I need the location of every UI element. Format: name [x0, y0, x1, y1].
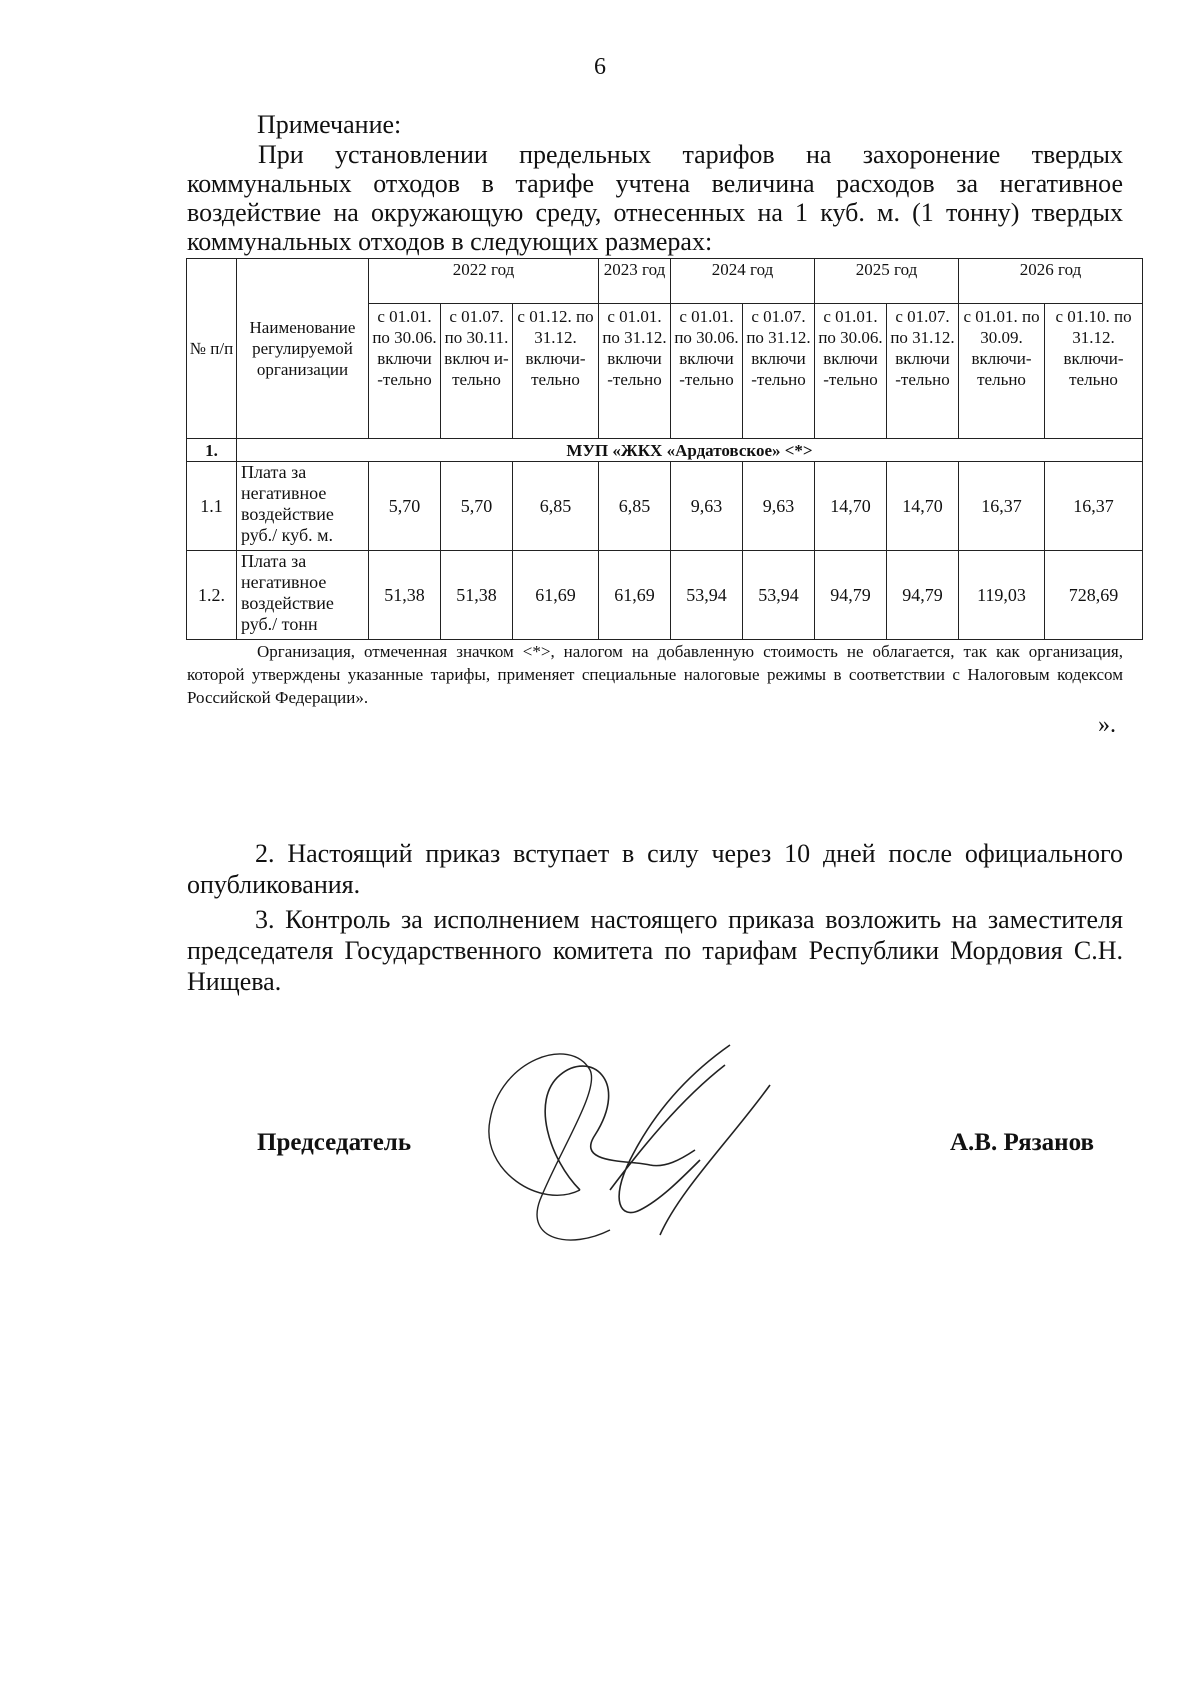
table-cell: 53,94 — [743, 551, 815, 640]
period-header: с 01.01. по 30.06. включи -тельно — [815, 304, 887, 439]
table-cell: 5,70 — [441, 462, 513, 551]
organization-number: 1. — [187, 439, 237, 462]
signatory-name: А.В. Рязанов — [950, 1129, 1094, 1156]
table-cell: 16,37 — [1045, 462, 1143, 551]
period-header: с 01.10. по 31.12. включи-тельно — [1045, 304, 1143, 439]
handwritten-signature — [480, 1040, 840, 1270]
year-header: 2026 год — [959, 259, 1143, 304]
tariff-table — [186, 258, 1143, 640]
column-header-organization: Наименование регулируемой организации — [237, 259, 369, 439]
clause-2: 2. Настоящий приказ вступает в силу через 10 дней после официального опубликования. — [187, 839, 1123, 899]
footnote: Организация, отмеченная значком <*>, налогом на добавленную стоимость не облагается, так как организация, которой утверждены указанные тарифы, применяет специальные налоговые режимы в соответствии с Налоговым кодексом Российской Федерации». — [187, 642, 1123, 707]
period-header: с 01.01. по 30.06. включи -тельно — [671, 304, 743, 439]
period-header: с 01.07. по 31.12. включи -тельно — [887, 304, 959, 439]
table-cell: 51,38 — [441, 551, 513, 640]
period-header: с 01.07. по 31.12. включи -тельно — [743, 304, 815, 439]
closing-quote: ». — [1098, 712, 1116, 738]
signatory-title: Председатель — [257, 1129, 412, 1156]
period-header: с 01.01. по 30.06. включи -тельно — [369, 304, 441, 439]
clause-3: 3. Контроль за исполнением настоящего приказа возложить на заместителя председателя Государственного комитета по тарифам Республики Мордовия С.Н. Нищева. — [187, 905, 1123, 996]
organization-name: МУП «ЖКХ «Ардатовское» <*> — [237, 439, 1143, 462]
table-cell: 51,38 — [369, 551, 441, 640]
table-cell: 119,03 — [959, 551, 1045, 640]
year-header: 2025 год — [815, 259, 959, 304]
year-header: 2022 год — [369, 259, 599, 304]
row-number: 1.2. — [187, 551, 237, 640]
table-cell: 6,85 — [599, 462, 671, 551]
column-header-number: № п/п — [187, 259, 237, 439]
row-name: Плата за негативное воздействие руб./ тонн — [237, 551, 369, 640]
table-cell: 61,69 — [599, 551, 671, 640]
table-cell: 6,85 — [513, 462, 599, 551]
year-header: 2023 год — [599, 259, 671, 304]
table-cell: 9,63 — [671, 462, 743, 551]
table-cell: 61,69 — [513, 551, 599, 640]
page-number: 6 — [594, 54, 606, 80]
table-cell: 5,70 — [369, 462, 441, 551]
year-header: 2024 год — [671, 259, 815, 304]
note-body: При установлении предельных тарифов на захоронение твердых коммунальных отходов в тарифе учтена величина расходов за негативное воздействие на окружающую среду, отнесенных на 1 куб. м. (1 тонну) твердых коммунальных отходов в следующих размерах: — [187, 140, 1123, 256]
table-cell: 14,70 — [887, 462, 959, 551]
row-name: Плата за негативное воздействие руб./ куб. м. — [237, 462, 369, 551]
order-clauses — [187, 838, 1123, 1001]
table-cell: 14,70 — [815, 462, 887, 551]
row-number: 1.1 — [187, 462, 237, 551]
table-cell: 94,79 — [815, 551, 887, 640]
period-header: с 01.12. по 31.12. включи-тельно — [513, 304, 599, 439]
organization-row — [187, 439, 1143, 462]
period-header: с 01.07. по 30.11. включ и-тельно — [441, 304, 513, 439]
period-header: с 01.01. по 31.12. включи -тельно — [599, 304, 671, 439]
table-cell: 53,94 — [671, 551, 743, 640]
table-cell: 728,69 — [1045, 551, 1143, 640]
table-row — [187, 462, 1143, 551]
table-cell: 9,63 — [743, 462, 815, 551]
table-cell: 16,37 — [959, 462, 1045, 551]
note-heading: Примечание: — [257, 110, 402, 139]
table-cell: 94,79 — [887, 551, 959, 640]
period-header: с 01.01. по 30.09. включи-тельно — [959, 304, 1045, 439]
table-row — [187, 551, 1143, 640]
